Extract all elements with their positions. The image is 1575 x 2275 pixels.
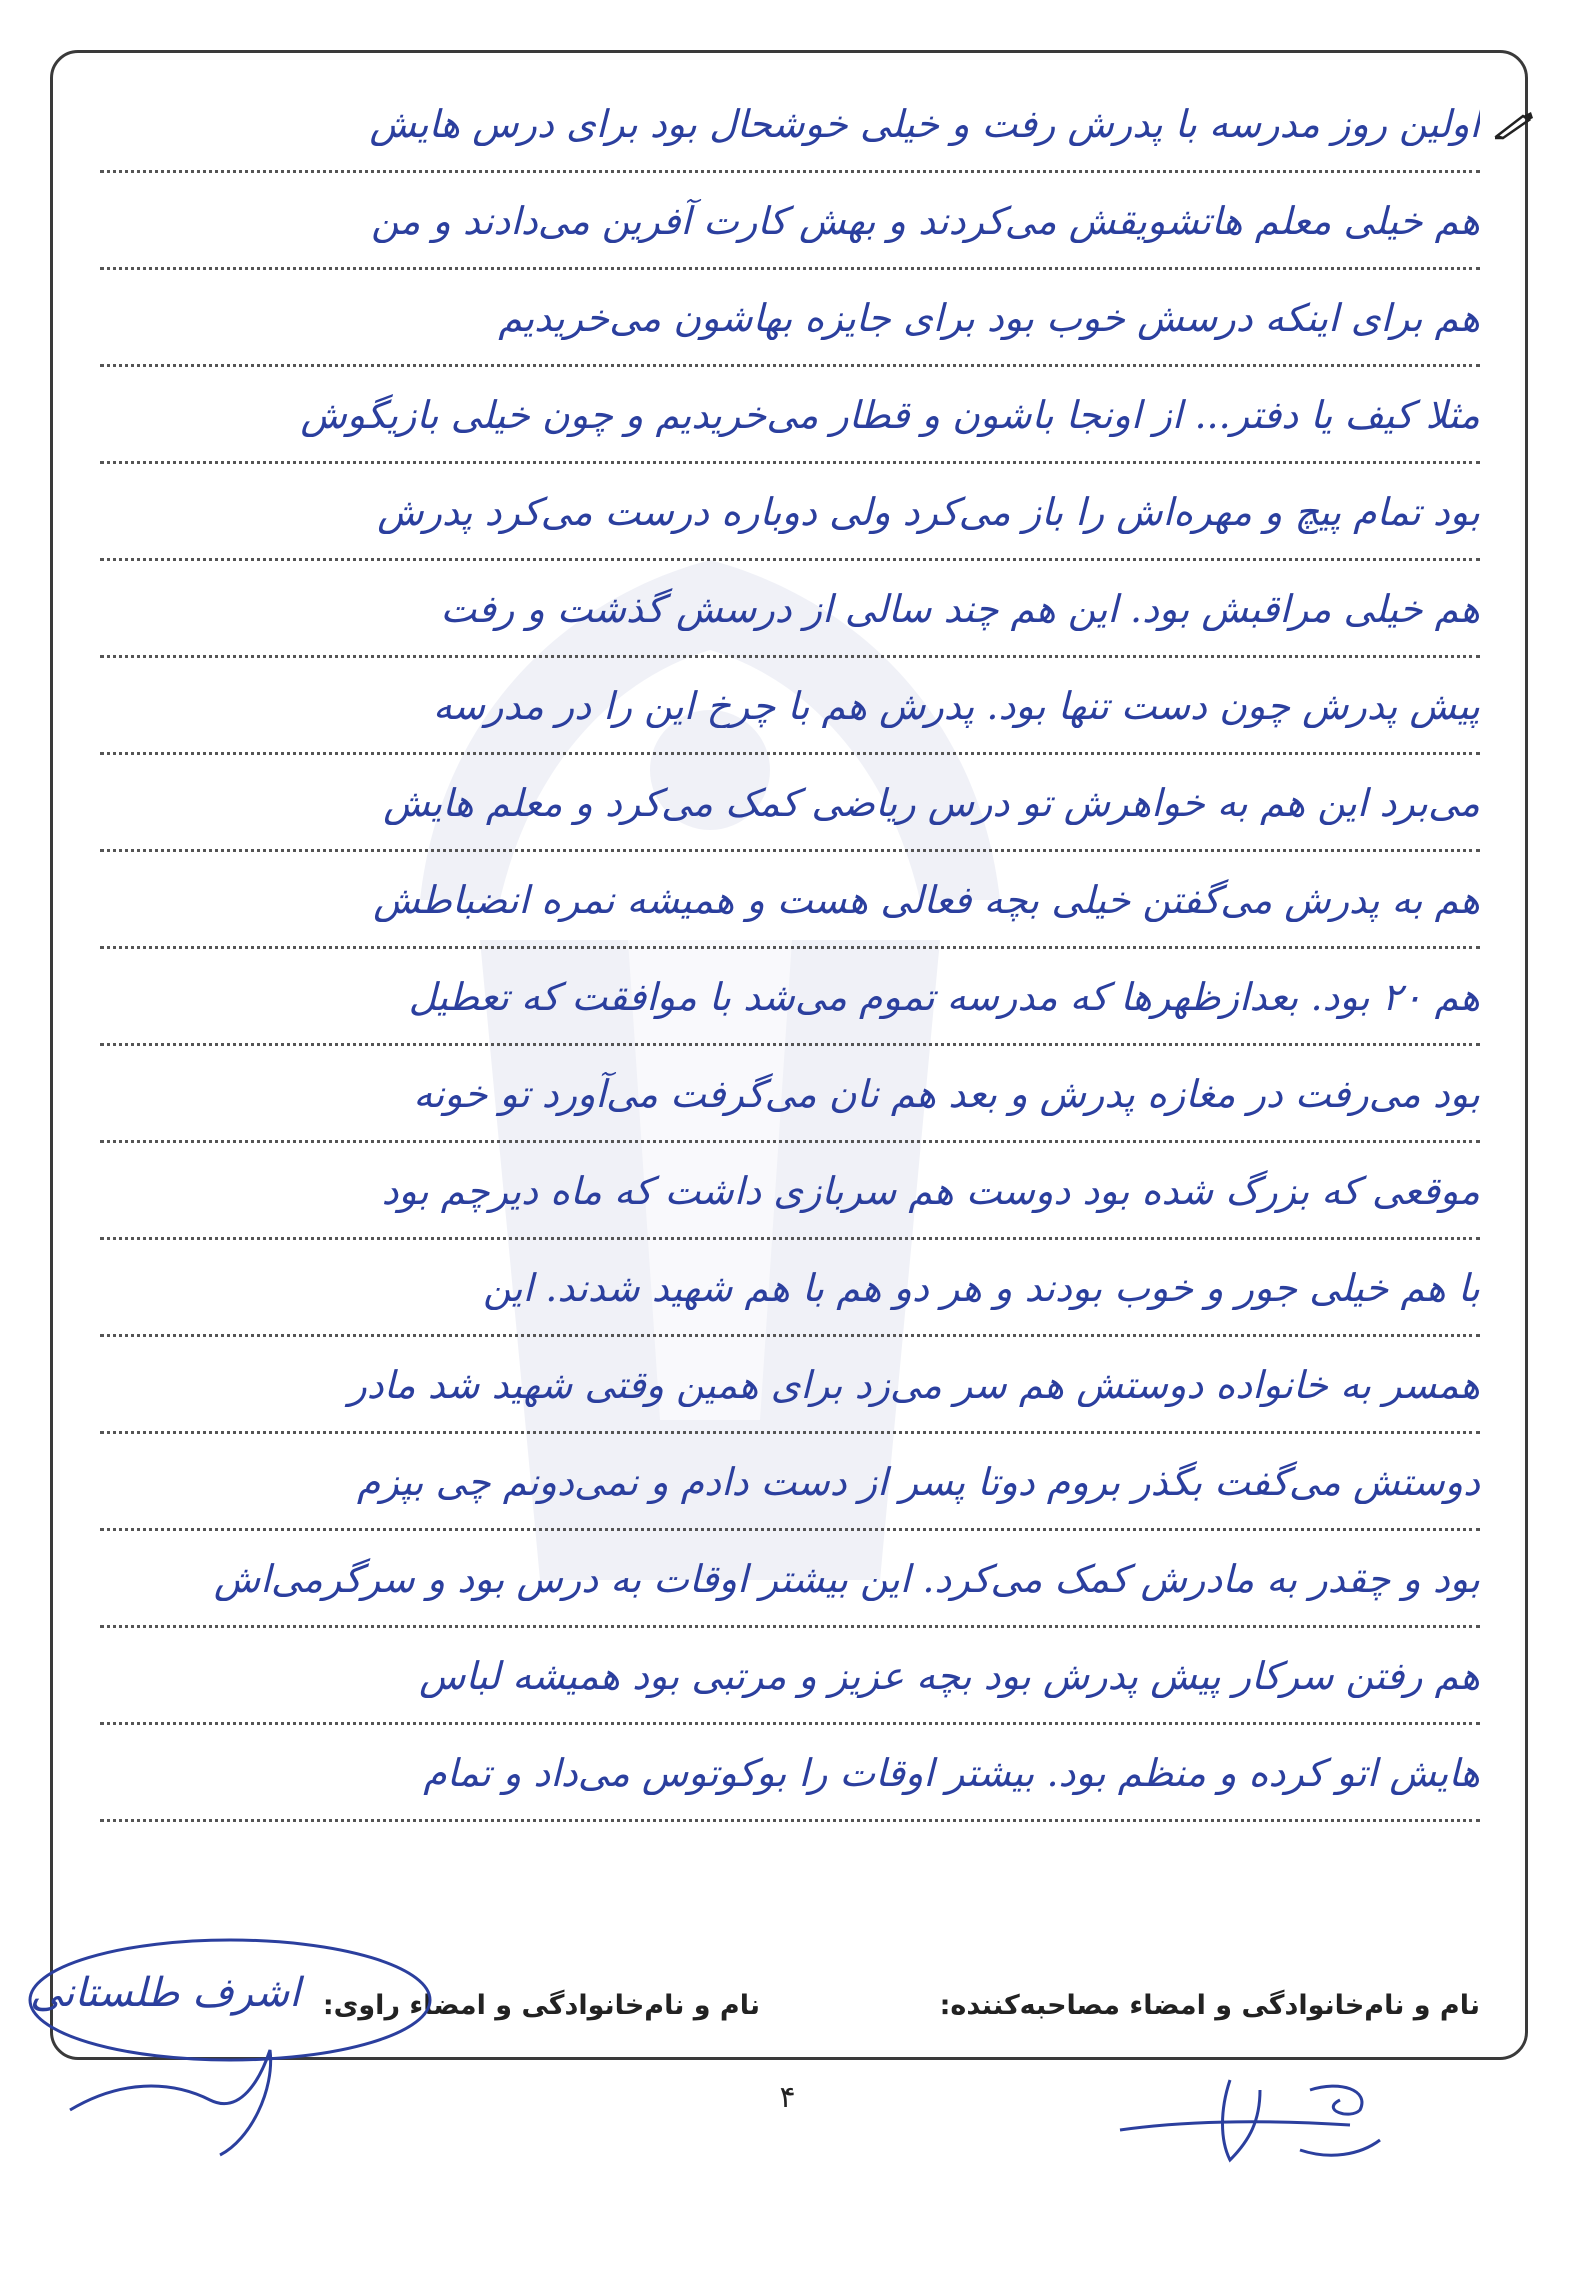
narrator-name: اشرف طلستانی <box>30 1970 301 2016</box>
line-text: بود و چقدر به مادرش کمک می‌کرد. این بیشتر اوقات به درس بود و سرگرمی‌اش <box>213 1557 1480 1601</box>
dotted-rule <box>100 461 1480 464</box>
dotted-rule <box>100 946 1480 949</box>
line-text: موقعی که بزرگ شده بود دوست هم سربازی داشت که ماه دیرچم بود <box>381 1169 1480 1213</box>
text-line <box>100 1060 1480 1157</box>
line-text: هم خیلی مراقبش بود. این هم چند سالی از درسش گذشت و رفت <box>440 587 1480 631</box>
text-line <box>100 1448 1480 1545</box>
interviewer-signature <box>1110 2060 1410 2180</box>
text-line <box>100 1642 1480 1739</box>
line-text: با هم خیلی جور و خوب بودند و هر دو هم با هم شهید شدند. این <box>483 1266 1480 1310</box>
dotted-rule <box>100 1334 1480 1337</box>
dotted-rule <box>100 1431 1480 1434</box>
interviewer-label: نام و نام‌خانوادگی و امضاء مصاحبه‌کننده: <box>939 1990 1480 2021</box>
line-text: هم برای اینکه درسش خوب بود برای جایزه بهاشون می‌خریدیم <box>498 296 1480 340</box>
text-line <box>100 963 1480 1060</box>
line-text: دوستش می‌گفت بگذر بروم دوتا پسر از دست دادم و نمی‌دونم چی بپزم <box>356 1460 1480 1504</box>
line-text: هم رفتن سرکار پیش پدرش بود بچه عزیز و مرتبی بود همیشه لباس <box>419 1654 1480 1698</box>
dotted-rule <box>100 170 1480 173</box>
text-line <box>100 769 1480 866</box>
dotted-rule <box>100 1625 1480 1628</box>
text-line <box>100 478 1480 575</box>
line-text: هم ۲۰ بود. بعدازظهرها که مدرسه تموم می‌شد با موافقت که تعطیل <box>408 975 1480 1019</box>
line-text: همسر به خانواده دوستش هم سر می‌زد برای همین وقتی شهید شد مادر <box>348 1363 1480 1407</box>
line-text: هم خیلی معلم هاتشویقش می‌کردند و بهش کارت آفرین می‌دادند و من <box>371 199 1480 243</box>
narrator-label: نام و نام‌خانوادگی و امضاء راوی: <box>322 1990 760 2021</box>
text-line <box>100 1739 1480 1836</box>
narrator-signature <box>10 1930 450 2160</box>
dotted-rule <box>100 1528 1480 1531</box>
dotted-rule <box>100 1043 1480 1046</box>
dotted-rule <box>100 655 1480 658</box>
dotted-rule <box>100 364 1480 367</box>
handwritten-lines <box>100 90 1480 1836</box>
line-text: اولین روز مدرسه با پدرش رفت و خیلی خوشحال بود برای درس هایش <box>369 102 1480 146</box>
line-text: پیش پدرش چون دست تنها بود. پدرش هم با چرخ این را در مدرسه <box>432 684 1480 728</box>
dotted-rule <box>100 1722 1480 1725</box>
dotted-rule <box>100 1140 1480 1143</box>
page-number: ۴ <box>779 2080 796 2115</box>
line-text: بود تمام پیچ و مهره‌اش را باز می‌کرد ولی دوباره درست می‌کرد پدرش <box>377 490 1480 534</box>
line-text: می‌برد این هم به خواهرش تو درس ریاضی کمک می‌کرد و معلم هایش <box>383 781 1480 825</box>
dotted-rule <box>100 558 1480 561</box>
text-line <box>100 284 1480 381</box>
text-line <box>100 1545 1480 1642</box>
line-text: مثلا کیف یا دفتر... از اونجا باشون و قطار می‌خریدیم و چون خیلی بازیگوش <box>300 393 1480 437</box>
dotted-rule <box>100 1819 1480 1822</box>
dotted-rule <box>100 849 1480 852</box>
line-text: هایش اتو کرده و منظم بود. بیشتر اوقات را بوکوتوس می‌داد و تمام <box>423 1751 1480 1795</box>
text-line <box>100 90 1480 187</box>
line-text: هم به پدرش می‌گفتن خیلی بچه فعالی هست و همیشه نمره انضباطش <box>373 878 1480 922</box>
text-line <box>100 575 1480 672</box>
pen-icon <box>1493 110 1535 140</box>
line-text: بود می‌رفت در مغازه پدرش و بعد هم نان می‌گرفت می‌آورد تو خونه <box>413 1072 1480 1116</box>
dotted-rule <box>100 267 1480 270</box>
text-line <box>100 866 1480 963</box>
text-line <box>100 672 1480 769</box>
dotted-rule <box>100 1237 1480 1240</box>
text-line <box>100 381 1480 478</box>
text-line <box>100 1351 1480 1448</box>
text-line <box>100 187 1480 284</box>
text-line <box>100 1157 1480 1254</box>
dotted-rule <box>100 752 1480 755</box>
text-line <box>100 1254 1480 1351</box>
